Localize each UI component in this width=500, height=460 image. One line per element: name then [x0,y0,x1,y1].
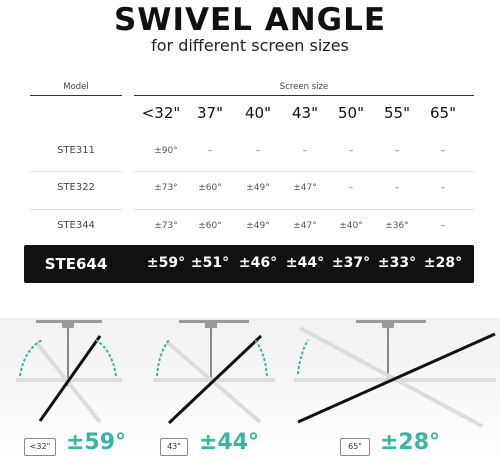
size-header-5: 55" [384,104,410,122]
highlight-cell: ±37° [331,255,371,271]
page-title: SWIVEL ANGLE [113,2,387,38]
swivel-diagram-small [0,318,140,433]
row-divider [134,171,474,172]
highlight-cell: ±28° [423,255,463,271]
angle-label-medium: ±44° [199,430,260,455]
screen-size-header-line [134,95,474,96]
highlight-row-model: STE644 [44,255,108,273]
size-header-2: 40" [245,104,271,122]
table-cell: ±36° [385,221,409,231]
table-cell: – [394,146,400,156]
table-cell: ±49° [246,183,270,193]
swivel-diagram-large [290,318,500,433]
table-cell: ±40° [339,221,363,231]
table-cell: ±90° [154,146,178,156]
highlight-cell: ±46° [238,255,278,271]
table-cell: – [255,146,261,156]
table-cell: ±47° [293,183,317,193]
row-divider [30,171,122,172]
table-cell: – [394,183,400,193]
row-divider [134,209,474,210]
size-header-3: 43" [292,104,318,122]
size-header-4: 50" [338,104,364,122]
size-header-1: 37" [197,104,223,122]
table-row-model: STE344 [57,220,95,231]
table-cell: – [348,146,354,156]
highlight-cell: ±51° [190,255,230,271]
size-header-0: <32" [141,104,181,122]
size-badge-small: <32" [24,438,56,456]
table-cell: – [440,183,446,193]
table-cell: ±49° [246,221,270,231]
size-header-6: 65" [430,104,456,122]
table-row-model: STE322 [57,182,95,193]
table-cell: – [440,221,446,231]
highlight-cell: ±44° [285,255,325,271]
table-cell: – [440,146,446,156]
screen-size-header: Screen size [279,82,329,92]
table-cell: ±60° [198,183,222,193]
model-header: Model [63,82,89,92]
row-divider [30,209,122,210]
angle-label-large: ±28° [380,430,441,455]
page-subtitle: for different screen sizes [151,36,349,55]
table-row-model: STE311 [57,145,95,156]
size-badge-large: 65" [340,438,370,456]
table-cell: ±60° [198,221,222,231]
table-cell: ±73° [154,221,178,231]
table-cell: ±47° [293,221,317,231]
table-cell: – [302,146,308,156]
highlight-cell: ±33° [377,255,417,271]
model-header-line [30,95,122,96]
swivel-diagram-medium [145,318,285,433]
angle-label-small: ±59° [66,430,127,455]
size-badge-medium: 43" [160,438,188,456]
table-cell: – [207,146,213,156]
table-cell: – [348,183,354,193]
table-cell: ±73° [154,183,178,193]
highlight-cell: ±59° [146,255,186,271]
